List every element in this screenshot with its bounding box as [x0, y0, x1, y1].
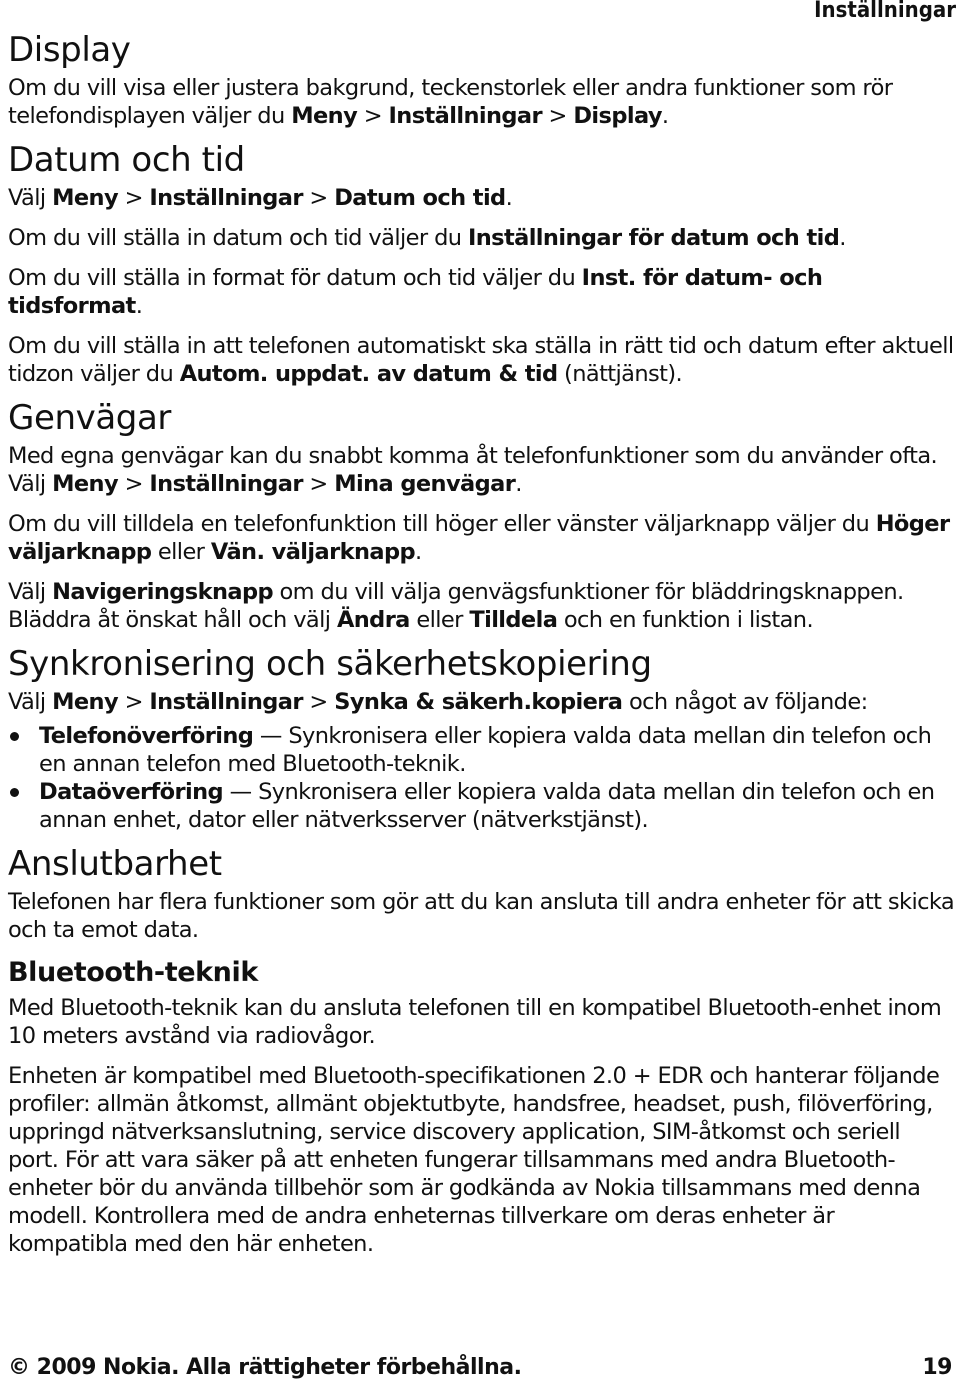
- heading-display: Display: [8, 30, 131, 70]
- list-item: Telefonöverföring — Synkronisera eller kopiera valda data mellan din telefon och en annan telefon med Bluetooth-teknik.: [8, 722, 956, 778]
- datum-paragraph-2: Om du vill ställa in datum och tid väljer du Inställningar för datum och tid.: [8, 225, 846, 251]
- bluetooth-paragraph-2: Enheten är kompatibel med Bluetooth-specifikationen 2.0 + EDR och hanterar följande profiler: allmän åtkomst, allmänt objektutbyte, handsfree, headset, push, filöverföring, uppringd nätverksanslutning, service discovery application, SIM-åtkomst och seriell port. För att vara säker på att enheten fungerar tillsammans med andra Bluetooth-enheter bör du använda tillbehör som är godkända av Nokia tillsammans med denna modell. Kontrollera med de andra enheternas tillverkare om deras enheter är kompatibla med den här enheten.: [8, 1063, 940, 1257]
- running-header: Inställningar: [814, 0, 956, 23]
- bullet-icon: [10, 732, 19, 741]
- genvagar-paragraph-2: Om du vill tilldela en telefonfunktion till höger eller vänster väljarknapp väljer du Höger väljarknapp eller Vän. väljarknapp.: [8, 511, 950, 565]
- bullet-icon: [10, 788, 19, 797]
- genvagar-paragraph-3: Välj Navigeringsknapp om du vill välja genvägsfunktioner för bläddringsknappen. Bläddra åt önskat håll och välj Ändra eller Tilldela och en funktion i listan.: [8, 579, 904, 633]
- anslutbarhet-paragraph-1: Telefonen har flera funktioner som gör att du kan ansluta till andra enheter för att skicka och ta emot data.: [8, 889, 955, 943]
- genvagar-paragraph-1: Med egna genvägar kan du snabbt komma åt telefonfunktioner som du använder ofta. Välj Meny > Inställningar > Mina genvägar.: [8, 443, 938, 497]
- datum-paragraph-1: Välj Meny > Inställningar > Datum och tid.: [8, 185, 513, 211]
- datum-paragraph-3: Om du vill ställa in format för datum och tid väljer du Inst. för datum- och tidsformat.: [8, 265, 823, 319]
- page-content: [8, 30, 956, 1258]
- copyright-text: © 2009 Nokia. Alla rättigheter förbehållna.: [8, 1355, 522, 1380]
- heading-synkronisering: Synkronisering och säkerhetskopiering: [8, 644, 652, 684]
- heading-anslutbarhet: Anslutbarhet: [8, 844, 222, 884]
- list-item: Dataöverföring — Synkronisera eller kopiera valda data mellan din telefon och en annan enhet, dator eller nätverksserver (nätverkstjänst).: [8, 778, 956, 834]
- datum-paragraph-4: Om du vill ställa in att telefonen automatiskt ska ställa in rätt tid och datum efter aktuell tidzon väljer du Autom. uppdat. av datum & tid (nättjänst).: [8, 333, 954, 387]
- synk-paragraph-1: Välj Meny > Inställningar > Synka & säkerh.kopiera och något av följande:: [8, 689, 868, 715]
- page-footer: [8, 1355, 952, 1380]
- heading-datum-och-tid: Datum och tid: [8, 140, 245, 180]
- bluetooth-paragraph-1: Med Bluetooth-teknik kan du ansluta telefonen till en kompatibel Bluetooth-enhet inom 10 meters avstånd via radiovågor.: [8, 995, 942, 1049]
- synk-option-list: [8, 722, 956, 834]
- heading-bluetooth: Bluetooth-teknik: [8, 957, 258, 988]
- heading-genvagar: Genvägar: [8, 398, 171, 438]
- display-paragraph-1: Om du vill visa eller justera bakgrund, teckenstorlek eller andra funktioner som rör telefondisplayen väljer du Meny > Inställningar > Display.: [8, 75, 893, 129]
- page-number: 19: [922, 1355, 952, 1380]
